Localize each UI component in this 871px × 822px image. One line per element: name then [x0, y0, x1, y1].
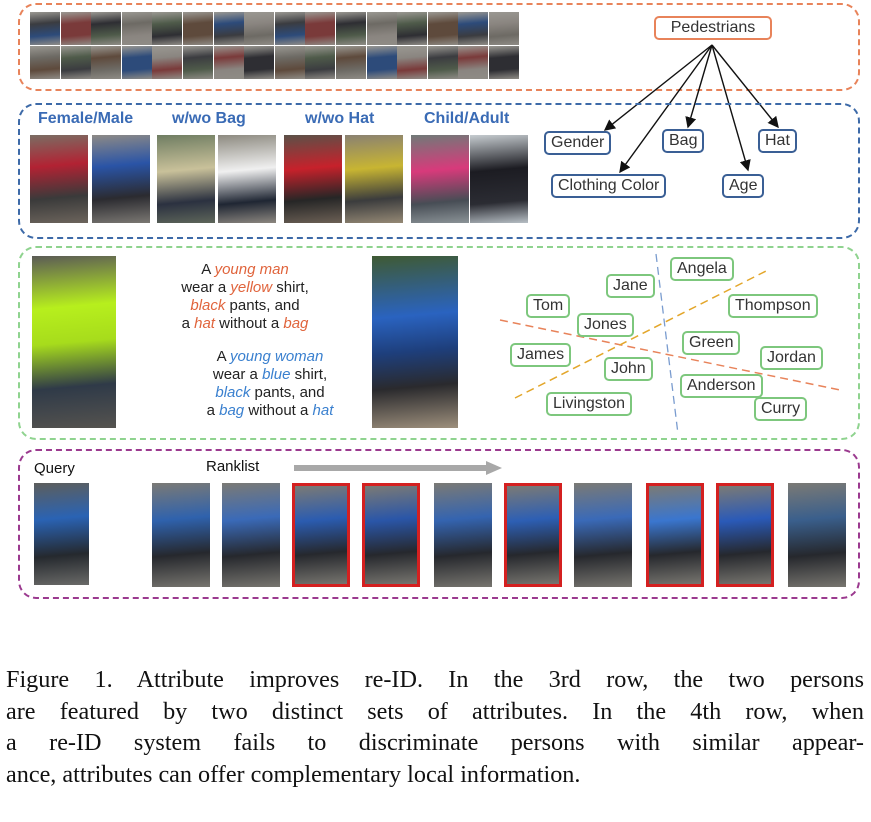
caption-line-1: Figure 1. Attribute improves re-ID. In the 3rd row, the two persons [6, 666, 864, 693]
name-node-jones: Jones [577, 313, 634, 337]
ranklist-photo [362, 483, 420, 587]
group-label-age: Child/Adult [424, 110, 510, 127]
ranklist-photo [152, 483, 210, 587]
photo-without-bag [218, 135, 276, 223]
name-node-curry: Curry [754, 397, 807, 421]
photo-female [30, 135, 88, 223]
ranklist-photo [292, 483, 350, 587]
group-label-gender: Female/Male [38, 110, 134, 127]
attribute-node-clothing-color: Clothing Color [551, 174, 666, 198]
caption-line-3: a re-ID system fails to discriminate persons with similar appear- [6, 729, 864, 756]
name-node-green: Green [682, 331, 740, 355]
photo-male [92, 135, 150, 223]
photo-with-bag [157, 135, 215, 223]
attribute-node-age: Age [722, 174, 764, 198]
ranklist-photo [788, 483, 846, 587]
caption-line-2: are featured by two distinct sets of attributes. In the 4th row, when [6, 697, 864, 725]
name-node-jane: Jane [606, 274, 655, 298]
name-node-jordan: Jordan [760, 346, 823, 370]
attribute-node-bag: Bag [662, 129, 704, 153]
name-node-anderson: Anderson [680, 374, 763, 398]
ranklist-photo [574, 483, 632, 587]
ranklist-photo [716, 483, 774, 587]
photo-adult [470, 135, 528, 223]
attribute-node-gender: Gender [544, 131, 611, 155]
attribute-node-hat: Hat [758, 129, 797, 153]
photo-without-hat [345, 135, 403, 223]
caption-line-4: ance, attributes can offer complementary local information. [6, 760, 581, 788]
ranklist-photo [434, 483, 492, 587]
description-young-woman: A young woman wear a blue shirt, black pants, and a bag without a hat [206, 348, 334, 419]
name-node-james: James [510, 343, 571, 367]
ranklist-arrow-icon [292, 460, 504, 476]
name-node-tom: Tom [526, 294, 570, 318]
query-photo [34, 483, 89, 585]
separator-blue [656, 254, 678, 434]
group-label-bag: w/wo Bag [172, 110, 246, 127]
name-node-john: John [604, 357, 653, 381]
pedestrians-root-node: Pedestrians [654, 16, 772, 40]
name-node-livingston: Livingston [546, 392, 632, 416]
name-node-thompson: Thompson [728, 294, 818, 318]
ranklist-photo [504, 483, 562, 587]
ranklist-photo [646, 483, 704, 587]
name-node-angela: Angela [670, 257, 734, 281]
query-label: Query [34, 460, 75, 477]
ranklist-photo [222, 483, 280, 587]
ranklist-label: Ranklist [206, 458, 260, 475]
description-young-man: A young man wear a yellow shirt, black pants, and a hat without a bag [181, 261, 309, 332]
name-separator-lines [0, 240, 871, 440]
group-label-hat: w/wo Hat [305, 110, 375, 127]
figure-caption [6, 664, 864, 790]
photo-with-hat [284, 135, 342, 223]
photo-child [411, 135, 469, 223]
